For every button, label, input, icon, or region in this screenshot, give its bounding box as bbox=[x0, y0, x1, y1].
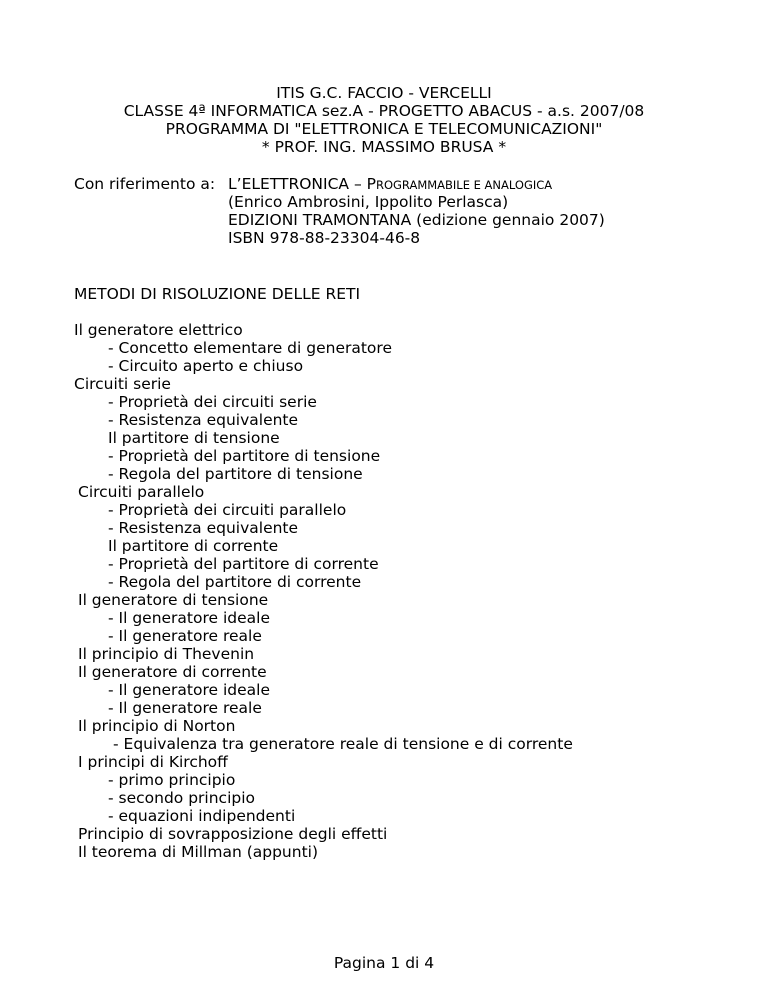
outline-item: Circuiti parallelo bbox=[78, 483, 205, 501]
outline-item: - Proprietà dei circuiti parallelo bbox=[108, 501, 347, 519]
outline-item: - Il generatore ideale bbox=[108, 681, 271, 699]
book-title bbox=[228, 175, 552, 194]
outline-item: - Concetto elementare di generatore bbox=[108, 339, 392, 357]
program-title: PROGRAMMA DI "ELETTRONICA E TELECOMUNICAZIONI" bbox=[165, 120, 603, 138]
outline-item: - Proprietà del partitore di corrente bbox=[108, 555, 379, 573]
class-info: CLASSE 4ª INFORMATICA sez.A - PROGETTO ABACUS - a.s. 2007/08 bbox=[123, 102, 645, 120]
book-title-main: L’ELETTRONICA – P bbox=[228, 175, 376, 193]
outline-item: Il partitore di tensione bbox=[108, 429, 280, 447]
outline-item: - Il generatore reale bbox=[108, 627, 262, 645]
book-title-smallcaps: ROGRAMMABILE E ANALOGICA bbox=[375, 178, 553, 192]
outline-item: - Il generatore ideale bbox=[108, 609, 271, 627]
outline-item: Il generatore di corrente bbox=[78, 663, 267, 681]
outline-item: Il teorema di Millman (appunti) bbox=[78, 843, 319, 861]
outline-item: - Circuito aperto e chiuso bbox=[108, 357, 304, 375]
school-name: ITIS G.C. FACCIO - VERCELLI bbox=[276, 84, 492, 102]
outline-item: - Regola del partitore di corrente bbox=[108, 573, 362, 591]
outline-item: - Regola del partitore di tensione bbox=[108, 465, 363, 483]
outline-item: Il generatore di tensione bbox=[78, 591, 269, 609]
outline-item: - equazioni indipendenti bbox=[108, 807, 296, 825]
outline-item: - Proprietà del partitore di tensione bbox=[108, 447, 381, 465]
outline-item: I principi di Kirchoff bbox=[78, 753, 228, 771]
outline-item: - Resistenza equivalente bbox=[108, 519, 299, 537]
reference-label: Con riferimento a: bbox=[74, 175, 216, 193]
outline-item: Il principio di Norton bbox=[78, 717, 236, 735]
section-title: METODI DI RISOLUZIONE DELLE RETI bbox=[74, 285, 361, 303]
outline-item: - primo principio bbox=[108, 771, 236, 789]
book-isbn: ISBN 978-88-23304-46-8 bbox=[228, 229, 421, 247]
page-number: Pagina 1 di 4 bbox=[333, 954, 435, 972]
outline-item: - Proprietà dei circuiti serie bbox=[108, 393, 317, 411]
outline-item: Il principio di Thevenin bbox=[78, 645, 255, 663]
outline-item: Principio di sovrapposizione degli effetti bbox=[78, 825, 388, 843]
outline-item: - secondo principio bbox=[108, 789, 256, 807]
professor-name: * PROF. ING. MASSIMO BRUSA * bbox=[261, 138, 507, 156]
book-publisher: EDIZIONI TRAMONTANA (edizione gennaio 2007) bbox=[228, 211, 605, 229]
outline-item: Il partitore di corrente bbox=[108, 537, 279, 555]
outline-item: - Il generatore reale bbox=[108, 699, 262, 717]
outline-item: - Equivalenza tra generatore reale di tensione e di corrente bbox=[113, 735, 573, 753]
book-authors: (Enrico Ambrosini, Ippolito Perlasca) bbox=[228, 193, 509, 211]
outline-item: Circuiti serie bbox=[74, 375, 171, 393]
outline-item: - Resistenza equivalente bbox=[108, 411, 299, 429]
outline-item: Il generatore elettrico bbox=[74, 321, 243, 339]
